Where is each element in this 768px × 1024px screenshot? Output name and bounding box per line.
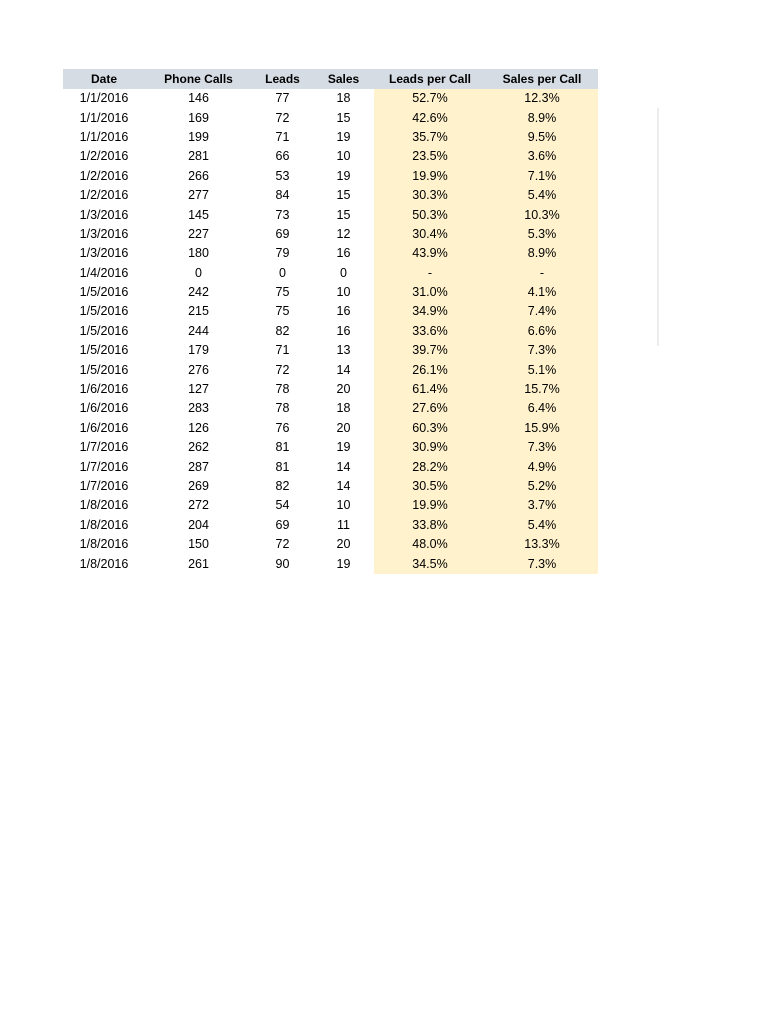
phone-calls-cell[interactable]: 180 [188,246,209,261]
table-row [63,128,598,147]
sales-per-call-cell[interactable]: 8.9% [486,108,598,127]
table-row [63,147,598,166]
sales-per-call-cell[interactable]: 7.4% [486,302,598,321]
phone-calls-header[interactable]: Phone Calls [145,69,252,89]
phone-calls-cell[interactable]: 145 [188,207,209,222]
sales-per-call-cell[interactable]: 8.9% [486,244,598,263]
leads-cell[interactable]: 79 [275,246,290,261]
table-row [63,457,598,476]
phone-calls-cell[interactable]: 283 [188,401,209,416]
table-row [63,360,598,379]
sales-cell[interactable]: 19 [336,440,351,455]
header-row [63,69,598,89]
date-cell[interactable]: 1/8/2016 [79,517,129,532]
sales-per-call-cell[interactable]: 7.3% [486,438,598,457]
table-row [63,167,598,186]
sales-cell[interactable]: 16 [336,304,351,319]
date-cell[interactable]: 1/5/2016 [79,362,129,377]
sales-per-call-cell[interactable]: 10.3% [486,205,598,224]
sales-cell[interactable]: 14 [336,459,351,474]
sales-header[interactable]: Sales [313,69,374,89]
leads-cell[interactable]: 78 [275,382,290,397]
table-row [63,380,598,399]
sales-per-call-cell[interactable]: 4.1% [486,283,598,302]
sales-per-call-cell[interactable]: 15.7% [486,380,598,399]
leads-per-call-cell[interactable]: 28.2% [374,457,486,476]
sales-cell[interactable]: 11 [337,517,350,532]
date-cell[interactable]: 1/6/2016 [79,382,129,397]
phone-calls-cell[interactable]: 0 [195,265,202,280]
phone-calls-cell[interactable]: 262 [188,440,209,455]
date-cell[interactable]: 1/8/2016 [79,537,129,552]
leads-cell[interactable]: 71 [275,343,290,358]
sales-cell[interactable]: 0 [340,265,347,280]
table-row [63,477,598,496]
table-row [63,535,598,554]
sales-cell[interactable]: 16 [336,246,351,261]
leads-per-call-cell[interactable]: 61.4% [374,380,486,399]
leads-cell[interactable]: 66 [275,149,290,164]
leads-per-call-cell[interactable]: 43.9% [374,244,486,263]
phone-calls-cell[interactable]: 127 [188,382,209,397]
table-row [63,322,598,341]
phone-calls-cell[interactable]: 242 [188,285,209,300]
leads-per-call-header[interactable]: Leads per Call [374,69,486,89]
leads-per-call-cell[interactable]: 27.6% [374,399,486,418]
sales-per-call-cell[interactable]: 6.6% [486,322,598,341]
phone-calls-cell[interactable]: 227 [188,226,209,241]
phone-calls-cell[interactable]: 204 [188,517,209,532]
phone-calls-cell[interactable]: 287 [188,459,209,474]
sales-cell[interactable]: 18 [336,91,351,106]
data-table [63,69,598,574]
date-cell[interactable]: 1/5/2016 [79,323,129,338]
leads-cell[interactable]: 82 [275,479,290,493]
phone-calls-cell[interactable]: 277 [188,188,209,203]
table-body [63,89,598,574]
date-cell[interactable]: 1/7/2016 [79,459,129,474]
leads-per-call-cell[interactable]: 34.9% [374,302,486,321]
sales-per-call-cell[interactable]: 3.7% [486,496,598,515]
date-cell[interactable]: 1/3/2016 [79,207,129,222]
date-cell[interactable]: 1/6/2016 [79,420,129,435]
phone-calls-cell[interactable]: 146 [188,91,209,106]
leads-cell[interactable]: 0 [279,265,286,280]
date-cell[interactable]: 1/8/2016 [79,498,129,513]
sales-per-call-cell[interactable]: 6.4% [486,399,598,418]
sales-cell[interactable]: 19 [336,129,351,144]
leads-per-call-cell[interactable]: 30.4% [374,225,486,244]
sales-cell[interactable]: 13 [336,343,351,358]
sales-cell[interactable]: 10 [336,149,351,164]
leads-cell[interactable]: 69 [275,517,290,532]
table-row [63,108,598,127]
table-row [63,496,598,515]
spreadsheet-area [63,69,598,574]
date-cell[interactable]: 1/1/2016 [79,129,129,144]
leads-cell[interactable]: 78 [275,401,290,416]
phone-calls-cell[interactable]: 179 [188,343,209,358]
leads-per-call-cell[interactable]: 33.6% [374,322,486,341]
sales-cell[interactable]: 19 [336,556,351,571]
leads-per-call-cell[interactable]: 30.9% [374,438,486,457]
sales-per-call-cell[interactable]: 7.3% [486,554,598,573]
leads-per-call-cell[interactable]: 39.7% [374,341,486,360]
leads-cell[interactable]: 71 [275,129,290,144]
leads-per-call-cell[interactable]: 42.6% [374,108,486,127]
date-cell[interactable]: 1/2/2016 [79,149,129,164]
table-row [63,419,598,438]
table-row [63,516,598,535]
phone-calls-cell[interactable]: 261 [188,556,209,571]
leads-cell[interactable]: 72 [275,537,290,552]
date-cell[interactable]: 1/6/2016 [79,401,129,416]
table-row [63,205,598,224]
table-row [63,225,598,244]
leads-cell[interactable]: 53 [275,168,290,183]
sales-cell[interactable]: 10 [336,498,351,513]
leads-per-call-cell[interactable]: 35.7% [374,128,486,147]
sales-per-call-cell[interactable]: 5.1% [486,360,598,379]
table-row [63,438,598,457]
sales-per-call-cell[interactable]: 5.4% [486,516,598,535]
sales-per-call-cell[interactable]: 15.9% [486,419,598,438]
leads-per-call-cell[interactable]: 52.7% [374,89,486,108]
sales-cell[interactable]: 14 [336,479,351,493]
leads-cell[interactable]: 81 [275,459,290,474]
sales-per-call-cell[interactable]: 4.9% [486,457,598,476]
table-row [63,264,598,283]
date-cell[interactable]: 1/2/2016 [79,188,129,203]
sales-cell[interactable]: 20 [336,382,351,397]
leads-per-call-cell[interactable]: 33.8% [374,516,486,535]
phone-calls-cell[interactable]: 281 [188,149,209,164]
sales-cell[interactable]: 20 [336,420,351,435]
phone-calls-cell[interactable]: 272 [188,498,209,513]
sales-cell[interactable]: 16 [336,323,351,338]
sales-per-call-cell[interactable]: 5.3% [486,225,598,244]
date-cell[interactable]: 1/1/2016 [79,110,129,125]
leads-cell[interactable]: 81 [275,440,290,455]
date-cell[interactable]: 1/7/2016 [79,479,129,493]
phone-calls-cell[interactable]: 244 [188,323,209,338]
phone-calls-cell[interactable]: 276 [188,362,209,377]
sales-per-call-cell[interactable]: 9.5% [486,128,598,147]
leads-cell[interactable]: 77 [275,91,290,106]
leads-per-call-cell[interactable]: 50.3% [374,205,486,224]
sales-per-call-cell[interactable]: 12.3% [486,89,598,108]
sales-per-call-cell[interactable]: 13.3% [486,535,598,554]
leads-cell[interactable]: 82 [275,323,290,338]
table-row [63,186,598,205]
date-cell[interactable]: 1/5/2016 [79,285,129,300]
leads-cell[interactable]: 75 [275,285,290,300]
sales-per-call-cell[interactable]: 7.3% [486,341,598,360]
date-cell[interactable]: 1/5/2016 [79,304,129,319]
phone-calls-cell[interactable]: 199 [188,129,209,144]
sales-per-call-cell[interactable]: 3.6% [486,147,598,166]
vertical-scrollbar[interactable] [657,108,659,346]
date-cell[interactable]: 1/8/2016 [79,556,129,571]
sales-cell[interactable]: 18 [336,401,351,416]
leads-per-call-cell[interactable]: 30.3% [374,186,486,205]
table-row [63,302,598,321]
leads-header[interactable]: Leads [252,69,313,89]
table-row [63,244,598,263]
leads-per-call-cell[interactable]: 23.5% [374,147,486,166]
leads-cell[interactable]: 69 [275,226,290,241]
leads-per-call-cell[interactable]: 60.3% [374,419,486,438]
sales-cell[interactable]: 15 [336,110,351,125]
sales-per-call-cell[interactable]: - [486,264,598,283]
phone-calls-cell[interactable]: 150 [188,537,209,552]
sales-cell[interactable]: 19 [336,168,351,183]
phone-calls-cell[interactable]: 266 [188,168,209,183]
date-cell[interactable]: 1/7/2016 [79,440,129,455]
table-row [63,89,598,108]
date-cell[interactable]: 1/1/2016 [79,91,129,106]
table-row [63,283,598,302]
leads-per-call-cell[interactable]: 31.0% [374,283,486,302]
sales-per-call-header[interactable]: Sales per Call [486,69,598,89]
leads-per-call-cell[interactable]: 26.1% [374,360,486,379]
leads-per-call-cell[interactable]: - [374,264,486,283]
sales-cell[interactable]: 10 [336,285,351,300]
leads-per-call-cell[interactable]: 30.5% [374,477,486,496]
sales-cell[interactable]: 15 [336,207,351,222]
leads-cell[interactable]: 72 [275,110,290,125]
phone-calls-cell[interactable]: 169 [188,110,209,125]
date-header[interactable]: Date [63,69,145,89]
sales-cell[interactable]: 20 [336,537,351,552]
date-cell[interactable]: 1/4/2016 [79,265,129,280]
leads-cell[interactable]: 90 [275,556,290,571]
leads-cell[interactable]: 84 [275,188,290,203]
sales-per-call-cell[interactable]: 5.4% [486,186,598,205]
leads-per-call-cell[interactable]: 48.0% [374,535,486,554]
date-cell[interactable]: 1/5/2016 [79,343,129,358]
date-cell[interactable]: 1/3/2016 [79,246,129,261]
phone-calls-cell[interactable]: 269 [188,479,209,493]
sales-cell[interactable]: 14 [336,362,351,377]
table-row [63,341,598,360]
leads-per-call-cell[interactable]: 19.9% [374,496,486,515]
leads-cell[interactable]: 76 [275,420,290,435]
phone-calls-cell[interactable]: 215 [188,304,209,319]
sales-cell[interactable]: 15 [336,188,351,203]
table-row [63,554,598,573]
date-cell[interactable]: 1/3/2016 [79,226,129,241]
leads-cell[interactable]: 72 [275,362,290,377]
leads-per-call-cell[interactable]: 34.5% [374,554,486,573]
table-row [63,399,598,418]
leads-cell[interactable]: 54 [275,498,290,513]
leads-per-call-cell[interactable]: 19.9% [374,167,486,186]
phone-calls-cell[interactable]: 126 [188,420,209,435]
sales-per-call-cell[interactable]: 5.2% [486,477,598,496]
sales-per-call-cell[interactable]: 7.1% [486,167,598,186]
date-cell[interactable]: 1/2/2016 [79,168,129,183]
leads-cell[interactable]: 73 [275,207,290,222]
sales-cell[interactable]: 12 [336,226,351,241]
leads-cell[interactable]: 75 [275,304,290,319]
